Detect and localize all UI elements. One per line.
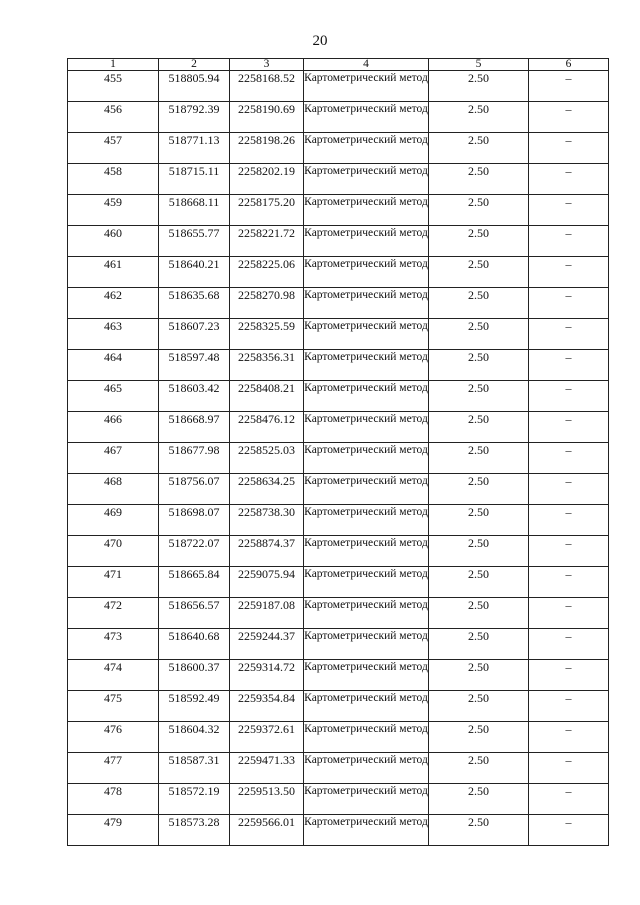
- y-coordinate-cell: 2259513.50: [230, 784, 304, 815]
- coordinates-table: [67, 58, 609, 846]
- point-number-cell: 455: [68, 71, 159, 102]
- y-coordinate-cell: 2258356.31: [230, 350, 304, 381]
- accuracy-cell: 2.50: [429, 753, 529, 784]
- table-row: [68, 257, 609, 288]
- y-coordinate-cell: 2259471.33: [230, 753, 304, 784]
- accuracy-cell: 2.50: [429, 133, 529, 164]
- note-cell: –: [529, 660, 609, 691]
- table-body: [68, 71, 609, 846]
- note-cell: –: [529, 381, 609, 412]
- y-coordinate-cell: 2259314.72: [230, 660, 304, 691]
- y-coordinate-cell: 2259075.94: [230, 567, 304, 598]
- x-coordinate-cell: 518722.07: [159, 536, 230, 567]
- x-coordinate-cell: 518587.31: [159, 753, 230, 784]
- y-coordinate-cell: 2258476.12: [230, 412, 304, 443]
- accuracy-cell: 2.50: [429, 102, 529, 133]
- note-cell: –: [529, 815, 609, 846]
- y-coordinate-cell: 2258270.98: [230, 288, 304, 319]
- note-cell: –: [529, 319, 609, 350]
- point-number-cell: 461: [68, 257, 159, 288]
- x-coordinate-cell: 518668.11: [159, 195, 230, 226]
- table-row: [68, 691, 609, 722]
- table-row: [68, 350, 609, 381]
- column-header: 5: [429, 59, 529, 71]
- table-row: [68, 784, 609, 815]
- note-cell: –: [529, 164, 609, 195]
- table-row: [68, 102, 609, 133]
- column-header: 1: [68, 59, 159, 71]
- table-row: [68, 443, 609, 474]
- column-header: 6: [529, 59, 609, 71]
- y-coordinate-cell: 2259372.61: [230, 722, 304, 753]
- y-coordinate-cell: 2258175.20: [230, 195, 304, 226]
- method-cell: Картометрический метод: [304, 753, 429, 784]
- note-cell: –: [529, 71, 609, 102]
- table-row: [68, 629, 609, 660]
- method-cell: Картометрический метод: [304, 660, 429, 691]
- accuracy-cell: 2.50: [429, 598, 529, 629]
- point-number-cell: 479: [68, 815, 159, 846]
- note-cell: –: [529, 784, 609, 815]
- method-cell: Картометрический метод: [304, 226, 429, 257]
- accuracy-cell: 2.50: [429, 319, 529, 350]
- accuracy-cell: 2.50: [429, 443, 529, 474]
- method-cell: Картометрический метод: [304, 629, 429, 660]
- y-coordinate-cell: 2259566.01: [230, 815, 304, 846]
- method-cell: Картометрический метод: [304, 164, 429, 195]
- note-cell: –: [529, 629, 609, 660]
- x-coordinate-cell: 518792.39: [159, 102, 230, 133]
- point-number-cell: 467: [68, 443, 159, 474]
- accuracy-cell: 2.50: [429, 474, 529, 505]
- note-cell: –: [529, 195, 609, 226]
- y-coordinate-cell: 2258198.26: [230, 133, 304, 164]
- y-coordinate-cell: 2259244.37: [230, 629, 304, 660]
- y-coordinate-cell: 2258221.72: [230, 226, 304, 257]
- table-row: [68, 598, 609, 629]
- y-coordinate-cell: 2258168.52: [230, 71, 304, 102]
- x-coordinate-cell: 518640.21: [159, 257, 230, 288]
- point-number-cell: 465: [68, 381, 159, 412]
- column-header: 3: [230, 59, 304, 71]
- point-number-cell: 457: [68, 133, 159, 164]
- y-coordinate-cell: 2258634.25: [230, 474, 304, 505]
- point-number-cell: 473: [68, 629, 159, 660]
- y-coordinate-cell: 2258738.30: [230, 505, 304, 536]
- method-cell: Картометрический метод: [304, 102, 429, 133]
- point-number-cell: 464: [68, 350, 159, 381]
- y-coordinate-cell: 2258408.21: [230, 381, 304, 412]
- method-cell: Картометрический метод: [304, 288, 429, 319]
- note-cell: –: [529, 133, 609, 164]
- method-cell: Картометрический метод: [304, 350, 429, 381]
- x-coordinate-cell: 518668.97: [159, 412, 230, 443]
- table-row: [68, 536, 609, 567]
- header-row: [68, 59, 609, 71]
- point-number-cell: 458: [68, 164, 159, 195]
- accuracy-cell: 2.50: [429, 567, 529, 598]
- table-row: [68, 505, 609, 536]
- table-row: [68, 412, 609, 443]
- accuracy-cell: 2.50: [429, 164, 529, 195]
- y-coordinate-cell: 2258874.37: [230, 536, 304, 567]
- y-coordinate-cell: 2258190.69: [230, 102, 304, 133]
- accuracy-cell: 2.50: [429, 350, 529, 381]
- method-cell: Картометрический метод: [304, 71, 429, 102]
- accuracy-cell: 2.50: [429, 381, 529, 412]
- method-cell: Картометрический метод: [304, 815, 429, 846]
- accuracy-cell: 2.50: [429, 691, 529, 722]
- note-cell: –: [529, 691, 609, 722]
- table-row: [68, 567, 609, 598]
- point-number-cell: 475: [68, 691, 159, 722]
- point-number-cell: 463: [68, 319, 159, 350]
- x-coordinate-cell: 518572.19: [159, 784, 230, 815]
- table-row: [68, 164, 609, 195]
- table-row: [68, 753, 609, 784]
- method-cell: Картометрический метод: [304, 195, 429, 226]
- x-coordinate-cell: 518573.28: [159, 815, 230, 846]
- table-row: [68, 815, 609, 846]
- method-cell: Картометрический метод: [304, 474, 429, 505]
- note-cell: –: [529, 536, 609, 567]
- method-cell: Картометрический метод: [304, 567, 429, 598]
- note-cell: –: [529, 257, 609, 288]
- point-number-cell: 470: [68, 536, 159, 567]
- x-coordinate-cell: 518677.98: [159, 443, 230, 474]
- method-cell: Картометрический метод: [304, 598, 429, 629]
- x-coordinate-cell: 518771.13: [159, 133, 230, 164]
- accuracy-cell: 2.50: [429, 629, 529, 660]
- note-cell: –: [529, 226, 609, 257]
- y-coordinate-cell: 2259354.84: [230, 691, 304, 722]
- y-coordinate-cell: 2258202.19: [230, 164, 304, 195]
- note-cell: –: [529, 474, 609, 505]
- method-cell: Картометрический метод: [304, 505, 429, 536]
- point-number-cell: 459: [68, 195, 159, 226]
- x-coordinate-cell: 518698.07: [159, 505, 230, 536]
- x-coordinate-cell: 518635.68: [159, 288, 230, 319]
- y-coordinate-cell: 2259187.08: [230, 598, 304, 629]
- table-row: [68, 474, 609, 505]
- accuracy-cell: 2.50: [429, 536, 529, 567]
- table-row: [68, 226, 609, 257]
- point-number-cell: 460: [68, 226, 159, 257]
- x-coordinate-cell: 518600.37: [159, 660, 230, 691]
- table-row: [68, 381, 609, 412]
- table-row: [68, 660, 609, 691]
- table-row: [68, 319, 609, 350]
- accuracy-cell: 2.50: [429, 257, 529, 288]
- table-row: [68, 195, 609, 226]
- column-header: 4: [304, 59, 429, 71]
- point-number-cell: 469: [68, 505, 159, 536]
- x-coordinate-cell: 518665.84: [159, 567, 230, 598]
- point-number-cell: 471: [68, 567, 159, 598]
- note-cell: –: [529, 567, 609, 598]
- point-number-cell: 477: [68, 753, 159, 784]
- accuracy-cell: 2.50: [429, 226, 529, 257]
- x-coordinate-cell: 518715.11: [159, 164, 230, 195]
- method-cell: Картометрический метод: [304, 257, 429, 288]
- y-coordinate-cell: 2258225.06: [230, 257, 304, 288]
- note-cell: –: [529, 753, 609, 784]
- method-cell: Картометрический метод: [304, 133, 429, 164]
- x-coordinate-cell: 518597.48: [159, 350, 230, 381]
- accuracy-cell: 2.50: [429, 784, 529, 815]
- point-number-cell: 462: [68, 288, 159, 319]
- accuracy-cell: 2.50: [429, 195, 529, 226]
- table-row: [68, 71, 609, 102]
- x-coordinate-cell: 518756.07: [159, 474, 230, 505]
- note-cell: –: [529, 598, 609, 629]
- accuracy-cell: 2.50: [429, 71, 529, 102]
- table-row: [68, 722, 609, 753]
- x-coordinate-cell: 518592.49: [159, 691, 230, 722]
- x-coordinate-cell: 518604.32: [159, 722, 230, 753]
- table-row: [68, 288, 609, 319]
- method-cell: Картометрический метод: [304, 443, 429, 474]
- accuracy-cell: 2.50: [429, 660, 529, 691]
- y-coordinate-cell: 2258525.03: [230, 443, 304, 474]
- method-cell: Картометрический метод: [304, 381, 429, 412]
- point-number-cell: 466: [68, 412, 159, 443]
- point-number-cell: 456: [68, 102, 159, 133]
- note-cell: –: [529, 722, 609, 753]
- accuracy-cell: 2.50: [429, 288, 529, 319]
- column-header: 2: [159, 59, 230, 71]
- point-number-cell: 476: [68, 722, 159, 753]
- note-cell: –: [529, 288, 609, 319]
- x-coordinate-cell: 518607.23: [159, 319, 230, 350]
- note-cell: –: [529, 505, 609, 536]
- accuracy-cell: 2.50: [429, 505, 529, 536]
- note-cell: –: [529, 102, 609, 133]
- x-coordinate-cell: 518603.42: [159, 381, 230, 412]
- x-coordinate-cell: 518656.57: [159, 598, 230, 629]
- page-number: 20: [312, 33, 328, 49]
- accuracy-cell: 2.50: [429, 815, 529, 846]
- x-coordinate-cell: 518805.94: [159, 71, 230, 102]
- method-cell: Картометрический метод: [304, 536, 429, 567]
- x-coordinate-cell: 518655.77: [159, 226, 230, 257]
- note-cell: –: [529, 412, 609, 443]
- table-row: [68, 133, 609, 164]
- note-cell: –: [529, 443, 609, 474]
- y-coordinate-cell: 2258325.59: [230, 319, 304, 350]
- method-cell: Картометрический метод: [304, 412, 429, 443]
- accuracy-cell: 2.50: [429, 722, 529, 753]
- accuracy-cell: 2.50: [429, 412, 529, 443]
- method-cell: Картометрический метод: [304, 784, 429, 815]
- point-number-cell: 468: [68, 474, 159, 505]
- method-cell: Картометрический метод: [304, 691, 429, 722]
- method-cell: Картометрический метод: [304, 319, 429, 350]
- x-coordinate-cell: 518640.68: [159, 629, 230, 660]
- method-cell: Картометрический метод: [304, 722, 429, 753]
- point-number-cell: 474: [68, 660, 159, 691]
- point-number-cell: 478: [68, 784, 159, 815]
- point-number-cell: 472: [68, 598, 159, 629]
- note-cell: –: [529, 350, 609, 381]
